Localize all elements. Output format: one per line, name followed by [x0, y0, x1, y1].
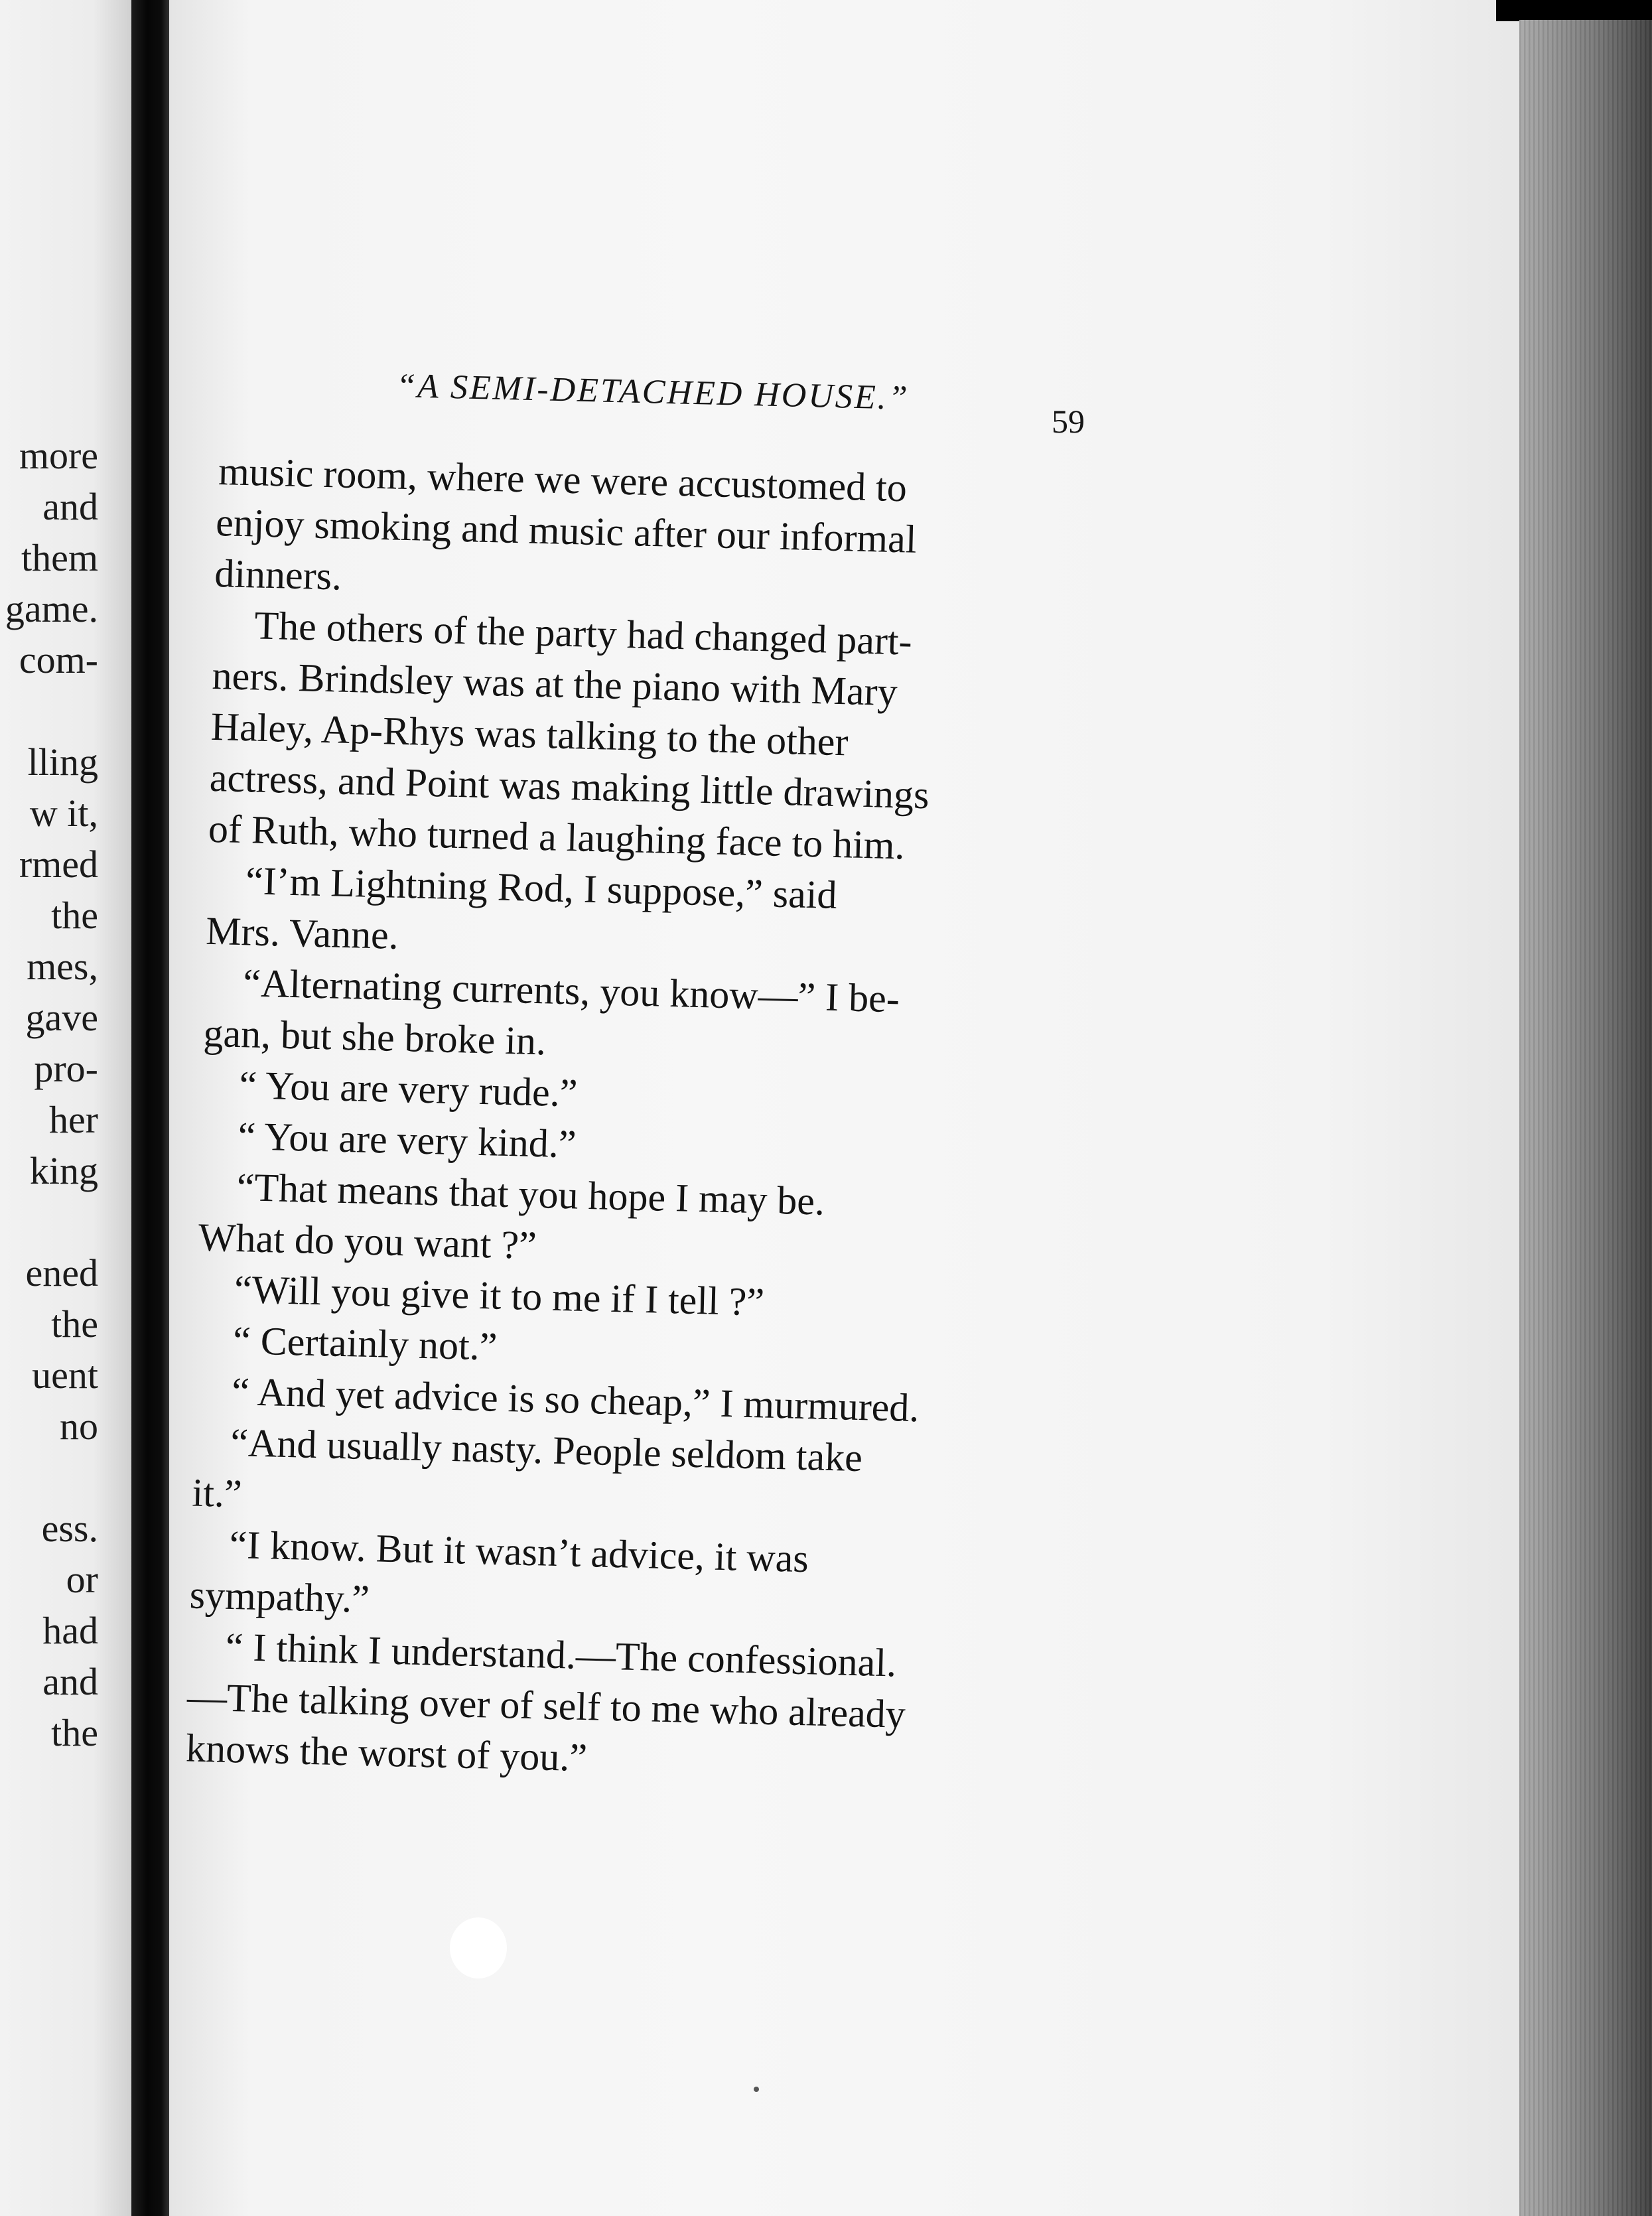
text-line: “ You are very rude.” — [238, 1063, 579, 1115]
text-line: “I know. But it wasn’t advice, it was — [228, 1522, 809, 1581]
left-line: game. — [5, 587, 98, 630]
text-line: “Alternating currents, you know—” I be- — [242, 961, 900, 1021]
text-line: “ I think I understand.—The confessional. — [225, 1624, 897, 1685]
paper-blemish — [450, 1917, 507, 1978]
left-line: gave — [25, 996, 98, 1039]
left-line: mes, — [27, 945, 98, 988]
left-line: uent — [32, 1353, 98, 1397]
left-line: com- — [19, 638, 98, 681]
text-line: “I’m Lightning Rod, I suppose,” said — [245, 859, 838, 917]
page-body-text — [185, 451, 1079, 1799]
text-line: Mrs. Vanne. — [205, 908, 399, 957]
text-line: “ You are very kind.” — [237, 1114, 577, 1166]
left-line: them — [21, 536, 98, 579]
text-line: “That means that you hope I may be. — [236, 1165, 825, 1223]
text-line: knows the worst of you.” — [185, 1726, 588, 1780]
text-line: Haley, Ap-Rhys was talking to the other — [210, 704, 849, 764]
text-line: enjoy smoking and music after our informal — [215, 500, 918, 561]
text-line: it.” — [191, 1470, 243, 1516]
left-line: w it, — [29, 792, 98, 835]
left-line: and — [42, 485, 98, 528]
left-line: pro- — [34, 1047, 98, 1090]
text-line: music room, where we were accustomed to — [218, 449, 908, 510]
running-head: “A SEMI-DETACHED HOUSE.” — [395, 366, 910, 417]
text-line: “ And yet advice is so cheap,” I murmured. — [231, 1369, 920, 1430]
text-line: of Ruth, who turned a laughing face to him. — [208, 806, 906, 868]
text-line: What do you want ?” — [198, 1215, 537, 1268]
text-line: “ Certainly not.” — [232, 1318, 498, 1369]
text-line: The others of the party had changed part- — [253, 603, 913, 663]
left-line: ened — [25, 1251, 98, 1294]
book-fore-edge — [1519, 20, 1652, 2216]
left-line: rmed — [19, 843, 98, 886]
book-gutter-shadow — [131, 0, 171, 2216]
left-line: or — [66, 1558, 98, 1601]
left-line: lling — [27, 740, 98, 784]
paper-speck — [754, 2087, 759, 2092]
left-line: the — [51, 1302, 98, 1346]
text-line: gan, but she broke in. — [202, 1010, 547, 1064]
left-line: the — [51, 1711, 98, 1754]
text-line: “And usually nasty. People seldom take — [230, 1420, 863, 1480]
left-line: more — [19, 434, 98, 477]
scan-border — [1496, 0, 1652, 21]
left-line: no — [60, 1405, 98, 1448]
page-number: 59 — [1052, 403, 1085, 440]
text-line: sympathy.” — [189, 1572, 370, 1622]
left-line: the — [51, 894, 98, 937]
text-line: dinners. — [214, 551, 342, 598]
left-line: her — [48, 1098, 98, 1141]
left-line: and — [42, 1660, 98, 1703]
left-line: king — [29, 1149, 98, 1192]
left-facing-page — [0, 0, 133, 2216]
left-line: ess. — [41, 1507, 98, 1550]
left-line: had — [42, 1609, 98, 1652]
text-line: —The talking over of self to me who already — [186, 1675, 906, 1736]
text-line: “Will you give it to me if I tell ?” — [234, 1267, 765, 1324]
text-line: ners. Brindsley was at the piano with Mary — [211, 653, 898, 715]
text-line: actress, and Point was making little drawings — [209, 755, 930, 817]
